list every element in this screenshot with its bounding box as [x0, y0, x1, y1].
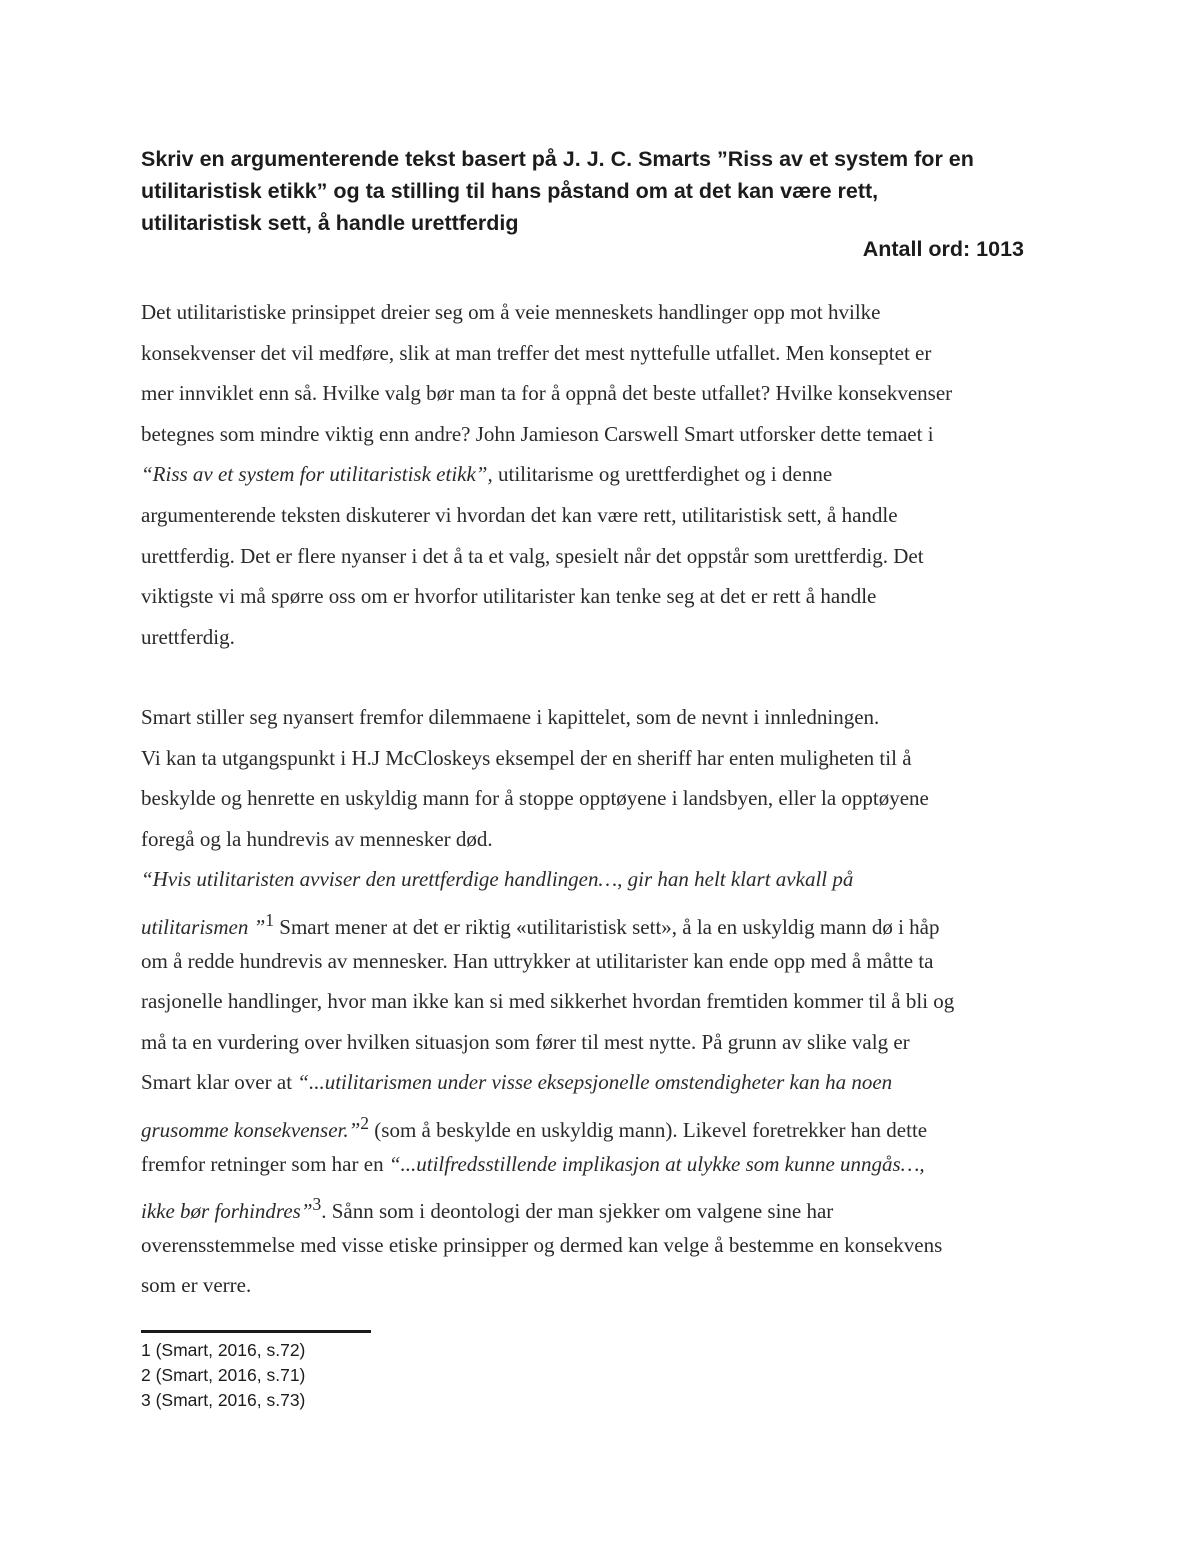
- text-run: Smart mener at det er riktig «utilitaristisk sett», å la en uskyldig mann dø i håp: [274, 914, 940, 939]
- text-line: [141, 454, 1071, 495]
- text-run: utilitarisme og urettferdighet og i denne: [492, 462, 833, 487]
- text-line: [141, 1103, 1071, 1144]
- text-line: urettferdig.: [141, 624, 235, 649]
- footnote: 1 (Smart, 2016, s.72): [141, 1340, 306, 1360]
- heading-line: Skriv en argumenterende tekst basert på J. J. C. Smarts ”Riss av et system for en: [141, 147, 974, 171]
- text-run: Smart klar over at: [141, 1070, 298, 1095]
- text-line: Vi kan ta utgangspunkt i H.J McCloskeys eksempel der en sheriff har enten muligheten til å: [141, 745, 912, 770]
- heading-line: utilitaristisk etikk” og ta stilling til hans påstand om at det kan være rett,: [141, 179, 879, 203]
- text-line: [141, 859, 1071, 900]
- footnote: 3 (Smart, 2016, s.73): [141, 1390, 306, 1410]
- footnote-separator: [141, 1330, 371, 1333]
- quote-italic: “Hvis utilitaristen avviser den urettferdige handlingen…, gir han helt klart avkall på: [141, 867, 854, 892]
- text-line: urettferdig. Det er flere nyanser i det å ta et valg, spesielt når det oppstår som urettferdig. Det: [141, 543, 924, 568]
- quote-italic: “...utilitarismen under visse eksepsjonelle omstendigheter kan ha noen: [297, 1070, 893, 1095]
- paragraph-intro: [141, 292, 1071, 657]
- text-line: konsekvenser det vil medføre, slik at man treffer det mest nyttefulle utfallet. Men konseptet er: [141, 340, 932, 365]
- quote-italic: “...utilfredsstillende implikasjon at ulykke som kunne unngås…,: [388, 1151, 925, 1176]
- text-line: argumenterende teksten diskuterer vi hvordan det kan være rett, utilitaristisk sett, å handle: [141, 502, 898, 527]
- text-line: [141, 1062, 1071, 1103]
- text-line: rasjonelle handlinger, hvor man ikke kan si med sikkerhet hvordan fremtiden kommer til å bli og: [141, 989, 955, 1014]
- document-heading: [141, 143, 1071, 239]
- text-line: må ta en vurdering over hvilken situasjon som fører til mest nytte. På grunn av slike valg er: [141, 1029, 910, 1054]
- word-count: Antall ord: 1013: [862, 237, 1024, 261]
- footnote-ref[interactable]: 1: [265, 909, 275, 930]
- text-line: betegnes som mindre viktig enn andre? John Jamieson Carswell Smart utforsker dette temaet i: [141, 421, 934, 446]
- text-line: [141, 1184, 1071, 1225]
- text-line: [141, 1144, 1071, 1185]
- text-run: fremfor retninger som har en: [141, 1151, 389, 1176]
- text-line: [141, 900, 1071, 941]
- text-line: viktigste vi må spørre oss om er hvorfor utilitarister kan tenke seg at det er rett å handle: [141, 584, 877, 609]
- text-line: Det utilitaristiske prinsippet dreier seg om å veie menneskets handlinger opp mot hvilke: [141, 300, 881, 324]
- text-line: mer innviklet enn så. Hvilke valg bør man ta for å oppnå det beste utfallet? Hvilke konsekvenser: [141, 381, 953, 406]
- footnote-ref[interactable]: 3: [312, 1194, 322, 1215]
- text-line: Smart stiller seg nyansert fremfor dilemmaene i kapittelet, som de nevnt i innledningen.: [141, 705, 880, 729]
- text-line: overensstemmelse med visse etiske prinsipper og dermed kan velge å bestemme en konsekvens: [141, 1232, 943, 1257]
- text-line: beskylde og henrette en uskyldig mann for å stoppe opptøyene i landsbyen, eller la opptøyene: [141, 786, 929, 811]
- footnotes: [141, 1338, 741, 1413]
- text-line: om å redde hundrevis av mennesker. Han uttrykker at utilitarister kan ende opp med å måtte ta: [141, 948, 934, 973]
- paragraph-discussion: [141, 697, 1071, 1306]
- quote-italic: ikke bør forhindres”: [141, 1199, 313, 1224]
- text-run: . Sånn som i deontologi der man sjekker om valgene sine har: [321, 1199, 834, 1224]
- quote-italic: “Riss av et system for utilitaristisk etikk”,: [141, 462, 493, 487]
- text-line: som er verre.: [141, 1273, 252, 1298]
- quote-italic: grusomme konsekvenser.”: [141, 1117, 361, 1142]
- quote-italic: utilitarismen ”: [141, 914, 266, 939]
- text-run: (som å beskylde en uskyldig mann). Likevel foretrekker han dette: [369, 1117, 928, 1142]
- footnote: 2 (Smart, 2016, s.71): [141, 1365, 306, 1385]
- text-line: foregå og la hundrevis av mennesker død.: [141, 826, 493, 851]
- heading-line: utilitaristisk sett, å handle urettferdig: [141, 211, 519, 235]
- footnote-ref[interactable]: 2: [360, 1112, 370, 1133]
